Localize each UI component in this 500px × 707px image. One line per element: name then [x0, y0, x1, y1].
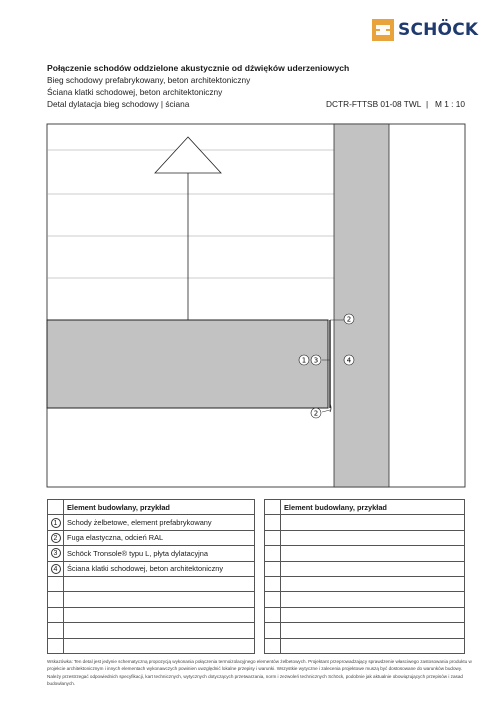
table-row-empty [48, 576, 255, 591]
section-marker-triangle [155, 137, 221, 173]
row-text: Ściana klatki schodowej, beton architektoniczny [64, 561, 255, 576]
table-row-empty [265, 592, 465, 607]
table-row-empty [265, 607, 465, 622]
drawing-code-scale: DCTR-FTTSB 01-08 TWL | M 1 : 10 [326, 99, 465, 110]
table-row-empty [48, 638, 255, 653]
drawing-code: DCTR-FTTSB 01-08 TWL [326, 99, 422, 110]
callout-label: 4 [346, 356, 352, 365]
subtitle-line-3: Detal dylatacja bieg schodowy | ściana [47, 99, 190, 110]
table-row-empty [265, 576, 465, 591]
table-row-empty [265, 623, 465, 638]
callout-1 [299, 355, 309, 365]
callout-label: 2 [313, 409, 319, 418]
callout-4 [344, 355, 354, 365]
table-row-empty [265, 546, 465, 561]
table-header-row [48, 500, 255, 515]
row-number: 3 [51, 548, 61, 558]
footer-disclaimer: Wskazówka: Ten detal jest jedynie schematyczną propozycją wykonania połączenia termoizolacyjnego elementów żelbetowych. Projektant przeprowadzający sprawdzenie własciwego zastosowania produktu w projekcie architektonicznym i innych elementach wykonawczych powinien uwzględnić lokalne przepisy i warunki. Wszystkie wytyczne i zalecenia projektowe muszą być dostosowane do warunków budowy. Należy przestrzegać odpowiednich specyfikacji, kart technicznych, wytycznych dotyczących przetwarzania, norm i zezwoleń technicznych Schöck, podobnie jak aktualnie obowiązujących przepisów i zasad budowlanych. [47, 659, 472, 687]
table-row-empty [265, 530, 465, 545]
table-row-empty [48, 607, 255, 622]
callout-3 [311, 355, 321, 365]
brand-name: SCHÖCK [398, 20, 479, 40]
table-header-row [265, 500, 465, 515]
table-row [48, 561, 255, 576]
table-row-empty [265, 638, 465, 653]
staircase-wall [334, 124, 389, 487]
stair-slab [47, 320, 328, 408]
row-number: 1 [51, 518, 61, 528]
row-text: Schöck Tronsole® typu L, płyta dylatacyjna [64, 546, 255, 561]
legend-table-right [264, 499, 465, 654]
row-text: Fuga elastyczna, odcień RAL [64, 530, 255, 545]
table-row-empty [265, 515, 465, 530]
table-row [48, 546, 255, 561]
row-text: Schody żelbetowe, element prefabrykowany [64, 515, 255, 530]
drawing-scale: M 1 : 10 [435, 99, 465, 110]
row-number: 2 [51, 533, 61, 543]
table-row-empty [48, 592, 255, 607]
callout-2-top [344, 314, 354, 324]
table-header: Element budowlany, przykład [281, 500, 465, 515]
subtitle-line-1: Bieg schodowy prefabrykowany, beton architektoniczny [47, 75, 251, 85]
table-row [48, 515, 255, 530]
drawing-frame [47, 124, 465, 487]
callout-label: 2 [346, 315, 352, 324]
table-row-empty [48, 623, 255, 638]
subtitle-line-2: Ściana klatki schodowej, beton architektoniczny [47, 87, 223, 98]
callout-label: 1 [301, 356, 307, 365]
document-title: Połączenie schodów oddzielone akustycznie od dźwięków uderzeniowych [47, 63, 350, 73]
table-row [48, 530, 255, 545]
callout-2-bottom [311, 408, 321, 418]
table-row-empty [265, 561, 465, 576]
table-header: Element budowlany, przykład [64, 500, 255, 515]
legend-table-left [47, 499, 255, 654]
leader-line [322, 410, 330, 412]
row-number: 4 [51, 564, 61, 574]
callout-label: 3 [313, 356, 319, 365]
